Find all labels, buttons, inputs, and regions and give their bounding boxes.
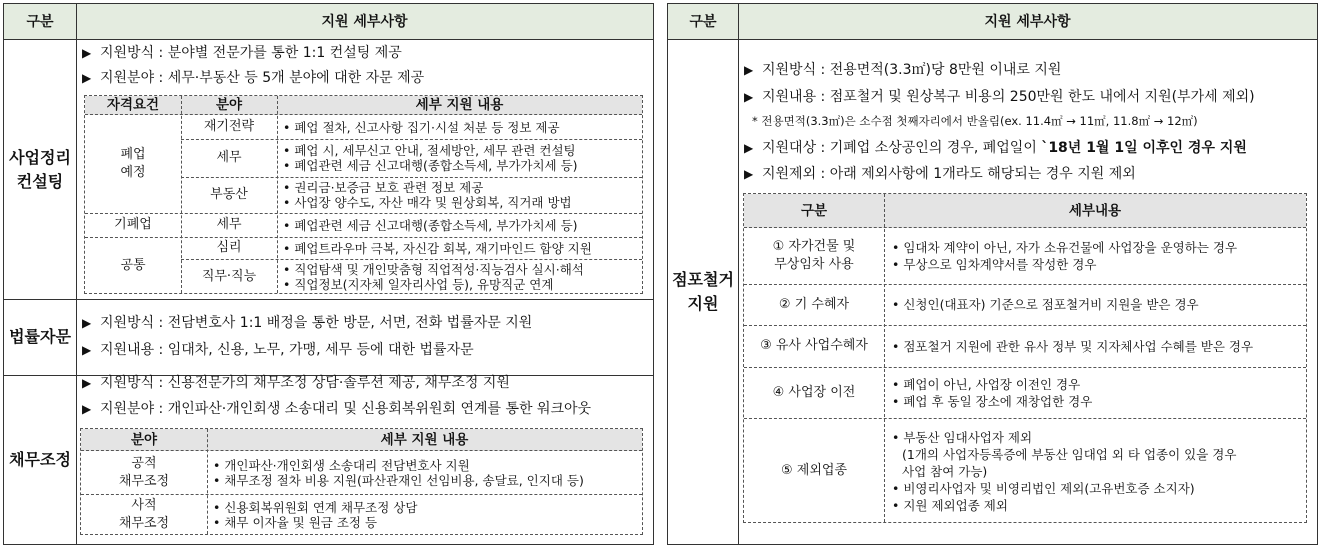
detail-cell (283, 237, 592, 259)
section-debt-adjustment-title: 채무조정 (9, 449, 71, 469)
consulting-bullet: ▶ 지원분야 : 세무·부동산 등 5개 분야에 대한 자문 제공 (82, 70, 425, 86)
table-divider (207, 429, 208, 534)
debt-detail-table (80, 428, 643, 535)
right-header-detail: 지원 세부사항 (984, 14, 1071, 30)
detail-cell (283, 115, 560, 139)
exclusion-table-header (744, 194, 1306, 228)
left-section-divider (4, 299, 653, 300)
table-divider (884, 194, 885, 522)
field-cell: 재기전략 (203, 119, 255, 134)
exclusion-detail-cell (892, 367, 1092, 418)
detail-item: • 폐업트라우마 극복, 자신감 회복, 재기마인드 함양 지원 (283, 241, 592, 256)
field-cell: 부동산 (210, 187, 248, 202)
col-detail: 세부 지원 내용 (415, 97, 504, 113)
exclusion-detail-cell (892, 418, 1236, 524)
exclusion-detail-cell (892, 228, 1237, 284)
exclusion-item: • 비영리사업자 및 비영리법인 제외(고유번호증 소지자) (892, 480, 1236, 497)
col-category: 구분 (800, 203, 828, 219)
right-column-divider (738, 4, 739, 544)
exclusion-category-cell: ④ 사업장 이전 (772, 384, 856, 400)
qualification-cell: 공통 (120, 258, 146, 273)
detail-item: • 직업정보(지자체 일자리사업 등), 유망직군 연계 (283, 277, 584, 292)
detail-cell (283, 213, 578, 237)
col-detail: 세부 지원 내용 (380, 432, 469, 448)
exclusion-item: • 부동산 임대사업자 제외 (892, 429, 1236, 446)
detail-item: • 폐업관련 세금 신고대행(종합소득세, 부가가치세 등) (283, 158, 578, 173)
debt-bullet: ▶ 지원방식 : 신용전문가의 채무조정 상담·솔루션 제공, 채무조정 지원 (82, 375, 510, 391)
area-rounding-note: * 전용면적(3.3㎡)은 소수점 첫째자리에서 반올림(ex. 11.4㎡ → 11㎡, 11.8㎡ → 12㎡) (752, 114, 1198, 128)
col-detail: 세부내용 (1068, 203, 1122, 219)
exclusion-item: • 폐업이 아닌, 사업장 이전인 경우 (892, 376, 1092, 393)
detail-cell (283, 177, 572, 213)
qualification-cell: 기폐업 (114, 217, 152, 232)
section-legal-advice-title: 법률자문 (9, 327, 71, 346)
left-support-table (3, 3, 654, 545)
col-field: 분야 (130, 432, 158, 448)
exclusion-category-cell: ① 자가건물 및 무상임차 사용 (772, 239, 856, 272)
col-field: 분야 (215, 97, 243, 113)
field-cell: 심리 (216, 240, 242, 255)
exclusion-item-note: 사업 참여 가능) (902, 463, 988, 479)
left-header-row (4, 4, 653, 40)
right-header-category: 구분 (689, 14, 717, 30)
field-cell: 직무·직능 (201, 269, 257, 284)
detail-item: • 개인파산·개인회생 소송대리 전담변호사 지원 (213, 458, 584, 473)
left-column-divider (76, 4, 77, 544)
exclusion-table (743, 193, 1307, 523)
qualification-cell: 폐업 예정 (120, 147, 146, 180)
detail-item: • 채무 이자율 및 원금 조정 등 (213, 515, 417, 530)
detail-cell (213, 451, 584, 494)
exclusion-item: • 임대차 계약이 아닌, 자가 소유건물에 사업장을 운영하는 경우 (892, 239, 1237, 256)
detail-cell (283, 139, 578, 177)
exclusion-category-cell: ③ 유사 사업수혜자 (760, 338, 868, 353)
detail-cell (213, 494, 417, 536)
section-store-demolition-title: 점포철거 지원 (672, 270, 734, 313)
debt-bullet: ▶ 지원분야 : 개인파산·개인회생 소송대리 및 신용회복위원회 연계를 통한 워크아웃 (82, 401, 592, 417)
consulting-table-header (85, 96, 642, 115)
exclusion-item: • 신청인(대표자) 기준으로 점포철거비 지원을 받은 경우 (892, 296, 1199, 313)
exclusion-category-cell: ⑤ 제외업종 (780, 463, 848, 478)
detail-item: • 폐업관련 세금 신고대행(종합소득세, 부가가치세 등) (283, 218, 578, 233)
eligibility-date-emphasis: `18년 1월 1일 이후인 경우 지원 (1041, 140, 1247, 156)
field-cell: 세무 (216, 150, 242, 165)
consulting-detail-table (84, 95, 643, 294)
exclusion-detail-cell (892, 284, 1199, 325)
field-cell: 세무 (216, 217, 242, 232)
field-cell: 사적 채무조정 (118, 498, 170, 531)
demolition-bullet: ▶ 지원대상 : 기폐업 소상공인의 경우, 폐업일이 `18년 1월 1일 이후인 경우 지원 (744, 140, 1247, 156)
detail-cell (283, 259, 584, 295)
exclusion-item: • 점포철거 지원에 관한 유사 정부 및 지자체사업 수혜를 받은 경우 (892, 338, 1253, 355)
demolition-bullet: ▶ 지원제외 : 아래 제외사항에 1개라도 해당되는 경우 지원 제외 (744, 166, 1136, 182)
detail-item: • 폐업 절차, 신고사항 집기·시설 처분 등 정보 제공 (283, 120, 560, 135)
detail-item: • 권리금·보증금 보호 관련 정보 제공 (283, 180, 572, 195)
right-support-table (667, 3, 1318, 545)
detail-item: • 신용회복위원회 연계 채무조정 상담 (213, 500, 417, 515)
left-header-detail: 지원 세부사항 (321, 14, 408, 30)
legal-bullet: ▶ 지원내용 : 임대차, 신용, 노무, 가맹, 세무 등에 대한 법률자문 (82, 342, 474, 358)
field-cell: 공적 채무조정 (118, 455, 170, 489)
exclusion-item: • 지원 제외업종 제외 (892, 497, 1236, 514)
exclusion-item: • 무상으로 임차계약서를 작성한 경우 (892, 256, 1237, 273)
demolition-bullet: ▶ 지원방식 : 전용면적(3.3㎡)당 8만원 이내로 지원 (744, 62, 1062, 78)
demolition-bullet: ▶ 지원내용 : 점포철거 및 원상복구 비용의 250만원 한도 내에서 지원(부가세 제외) (744, 89, 1255, 105)
section-business-consulting-title: 사업정리 컨설팅 (9, 147, 71, 191)
detail-item: • 채무조정 절차 비용 지원(파산관재인 선임비용, 송달료, 인지대 등) (213, 473, 584, 488)
detail-item: • 직업탐색 및 개인맞춤형 직업적성·직능검사 실시·해석 (283, 262, 584, 277)
debt-table-header (81, 429, 642, 451)
left-header-category: 구분 (26, 14, 54, 30)
exclusion-item-note: (1개의 사업자등록증에 부동산 임대업 외 타 업종이 있을 경우 (902, 446, 1237, 462)
exclusion-detail-cell (892, 325, 1253, 367)
detail-item: • 폐업 시, 세무신고 안내, 절세방안, 세무 관련 컨설팅 (283, 143, 578, 158)
consulting-bullet: ▶ 지원방식 : 분야별 전문가를 통한 1:1 컨설팅 제공 (82, 45, 402, 61)
col-qualification: 자격요건 (106, 97, 160, 113)
right-header-row (668, 4, 1317, 40)
table-divider (277, 96, 278, 293)
detail-item: • 사업장 양수도, 자산 매각 및 원상회복, 직거래 방법 (283, 195, 572, 210)
legal-bullet: ▶ 지원방식 : 전담변호사 1:1 배정을 통한 방문, 서면, 전화 법률자문 지원 (82, 315, 533, 331)
exclusion-item: • 폐업 후 동일 장소에 재창업한 경우 (892, 393, 1092, 410)
exclusion-category-cell: ② 기 수혜자 (778, 296, 850, 312)
